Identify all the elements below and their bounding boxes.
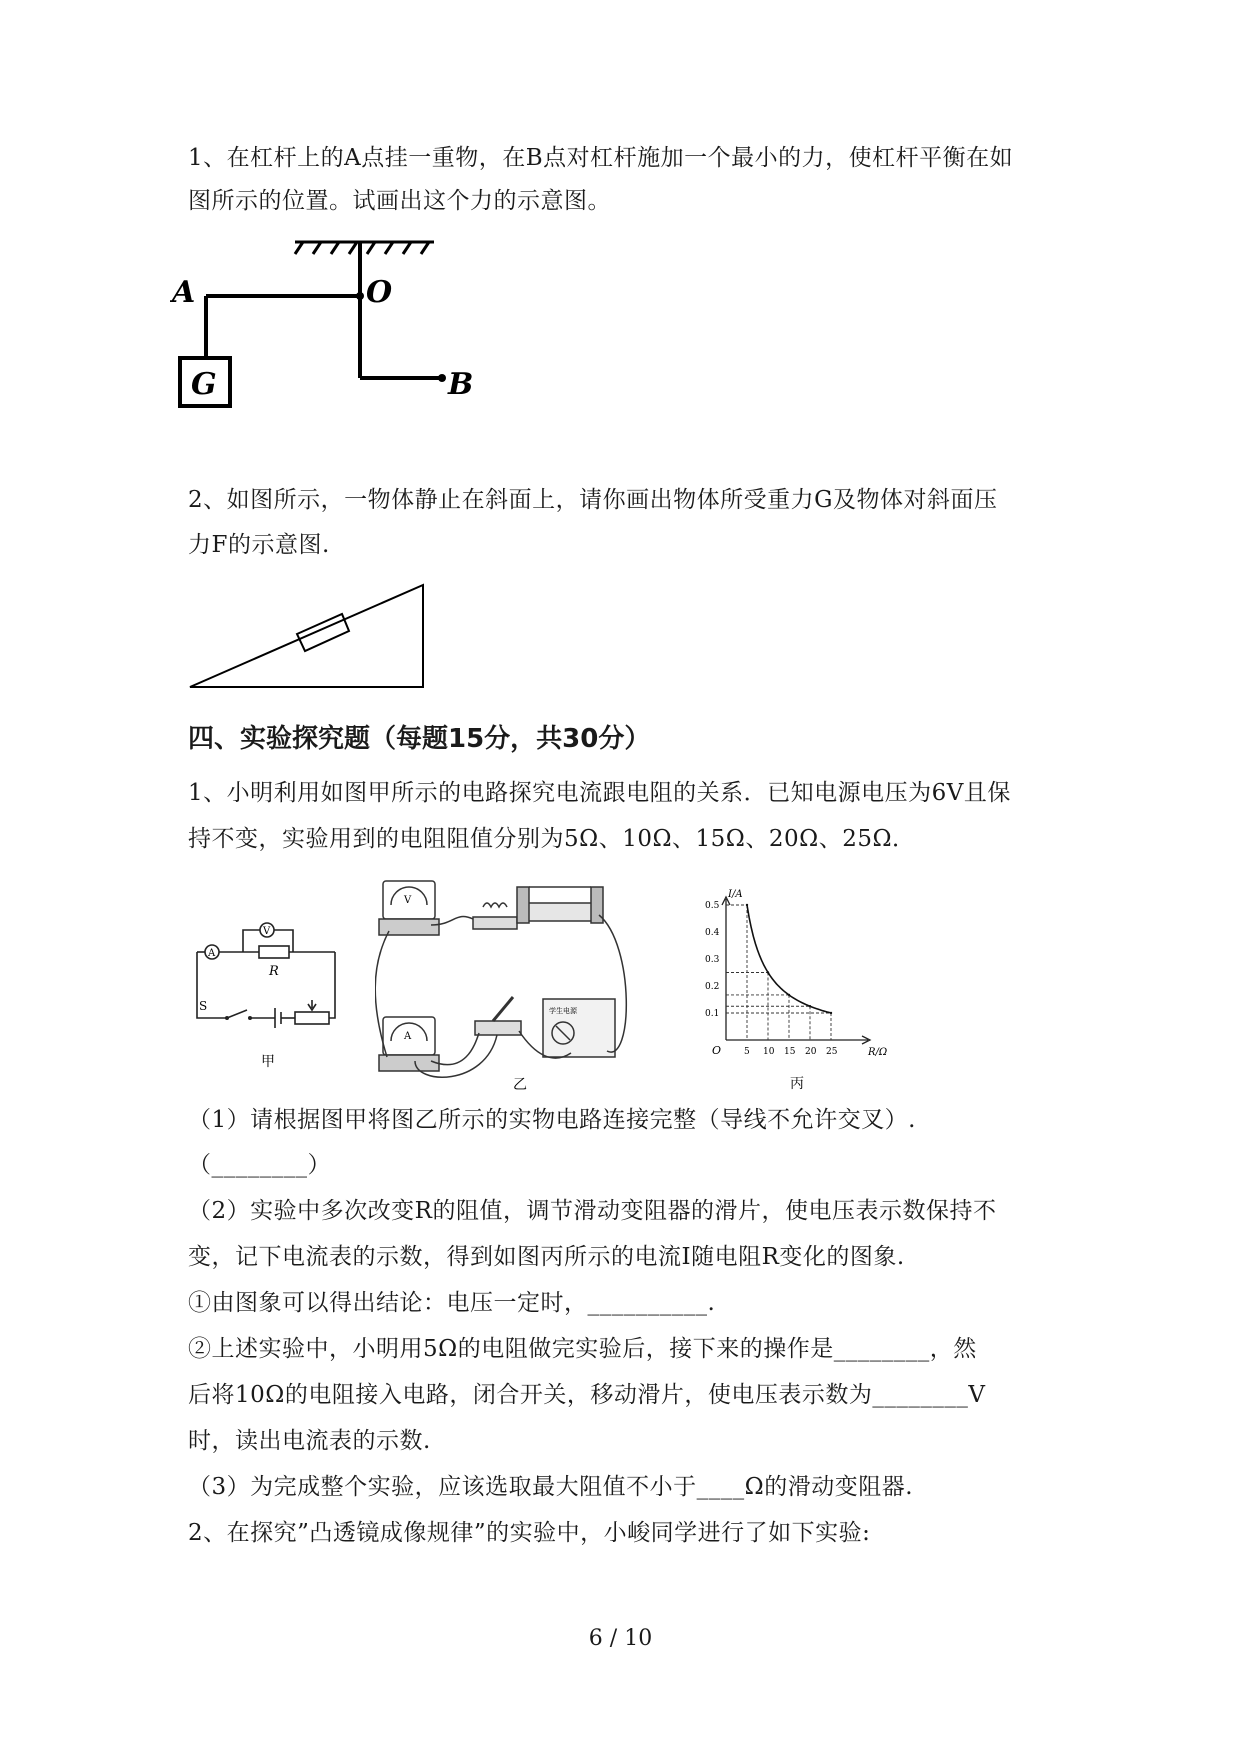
exp1-p2-sub-2-line-3: 时，读出电流表的示数. <box>188 1428 431 1454</box>
label-b: B <box>448 367 474 402</box>
graph-ytick-label: 0.1 <box>705 1009 720 1019</box>
jia-resistor-label: R <box>269 964 279 979</box>
page-number: 6 / 10 <box>588 1626 653 1651</box>
exp1-p2-line-2: 变，记下电流表的示数，得到如图丙所示的电流I随电阻R变化的图象. <box>188 1244 905 1270</box>
jia-ammeter-label: A <box>208 948 216 959</box>
exp1-p1-line-1: （1）请根据图甲将图乙所示的实物电路连接完整（导线不允许交叉）. <box>188 1107 916 1133</box>
physical-circuit-yi <box>375 875 675 1093</box>
incline-diagram <box>185 575 430 695</box>
pivot-point <box>356 292 364 300</box>
point-b-dot <box>438 374 446 382</box>
exp1-line-1: 1、小明利用如图甲所示的电路探究电流跟电阻的关系．已知电源电压为6V且保 <box>188 780 1011 806</box>
graph-xtick-label: 10 <box>763 1047 775 1057</box>
yi-ammeter-label: A <box>404 1031 412 1042</box>
graph-guides <box>726 905 831 1040</box>
graph-data-point <box>830 1012 832 1014</box>
graph-xtick-label: 15 <box>784 1047 796 1057</box>
exp2-line-1: 2、在探究”凸透镜成像规律”的实验中，小峻同学进行了如下实验: <box>188 1520 871 1546</box>
graph-data-point <box>767 971 769 973</box>
graph-axes <box>722 897 870 1044</box>
fig-jia-caption: 甲 <box>261 1054 275 1070</box>
jia-voltmeter-label: V <box>263 926 271 937</box>
q1-line-1: 1、在杠杆上的A点挂一重物，在B点对杠杆施加一个最小的力，使杠杆平衡在如 <box>188 145 1014 171</box>
jia-switch-label: S <box>199 999 208 1013</box>
circuit-diagram-jia <box>185 900 345 1072</box>
fig-yi-caption: 乙 <box>513 1077 527 1093</box>
yi-voltmeter-label: V <box>404 895 412 906</box>
graph-ylabel: I/A <box>728 889 743 900</box>
graph-origin: O <box>712 1044 722 1057</box>
label-o: O <box>366 275 393 310</box>
graph-xtick-label: 20 <box>805 1047 817 1057</box>
graph-data-point <box>746 904 748 906</box>
label-a: A <box>172 275 196 310</box>
section-heading: 四、实验探究题（每题15分，共30分） <box>188 724 651 754</box>
incline-triangle <box>190 585 423 687</box>
graph-xtick-label: 25 <box>826 1047 838 1057</box>
exp1-line-2: 持不变，实验用到的电阻阻值分别为5Ω、10Ω、15Ω、20Ω、25Ω． <box>188 826 916 852</box>
fig-bing-caption: 丙 <box>790 1076 804 1092</box>
graph-data-point <box>809 1005 811 1007</box>
graph-data-point <box>788 994 790 996</box>
graph-xlabel: R/Ω <box>868 1047 888 1058</box>
graph-ytick-label: 0.4 <box>705 928 720 938</box>
exp1-p3: （3）为完成整个实验，应该选取最大阻值不小于____Ω的滑动变阻器. <box>188 1474 914 1500</box>
exp1-p2-sub-2-line-1: ②上述实验中，小明用5Ω的电阻做完实验后，接下来的操作是________，然 <box>188 1336 977 1362</box>
graph-xtick-label: 5 <box>744 1047 750 1057</box>
graph-ytick-label: 0.3 <box>705 955 720 965</box>
lever-rod <box>206 242 442 378</box>
graph-ytick-label: 0.5 <box>705 901 720 911</box>
ceiling-support <box>295 242 434 254</box>
lever-diagram <box>170 228 500 418</box>
label-g: G <box>191 367 217 402</box>
exp1-p2-sub-1: ①由图象可以得出结论：电压一定时，__________. <box>188 1290 716 1316</box>
graph-ytick-label: 0.2 <box>705 982 720 992</box>
exp1-p1-line-2: （________） <box>188 1152 331 1178</box>
q1-line-2: 图所示的位置。试画出这个力的示意图。 <box>188 188 611 214</box>
yi-supply-label: 学生电源 <box>549 1007 577 1015</box>
exp1-p2-line-1: （2）实验中多次改变R的阻值，调节滑动变阻器的滑片，使电压表示数保持不 <box>188 1198 997 1224</box>
q2-line-2: 力F的示意图. <box>188 532 330 558</box>
graph-bing <box>700 885 900 1093</box>
exp1-p2-sub-2-line-2: 后将10Ω的电阻接入电路，闭合开关，移动滑片，使电压表示数为________V <box>188 1382 986 1408</box>
block-on-incline <box>297 614 349 651</box>
q2-line-1: 2、如图所示，一物体静止在斜面上，请你画出物体所受重力G及物体对斜面压 <box>188 487 998 513</box>
